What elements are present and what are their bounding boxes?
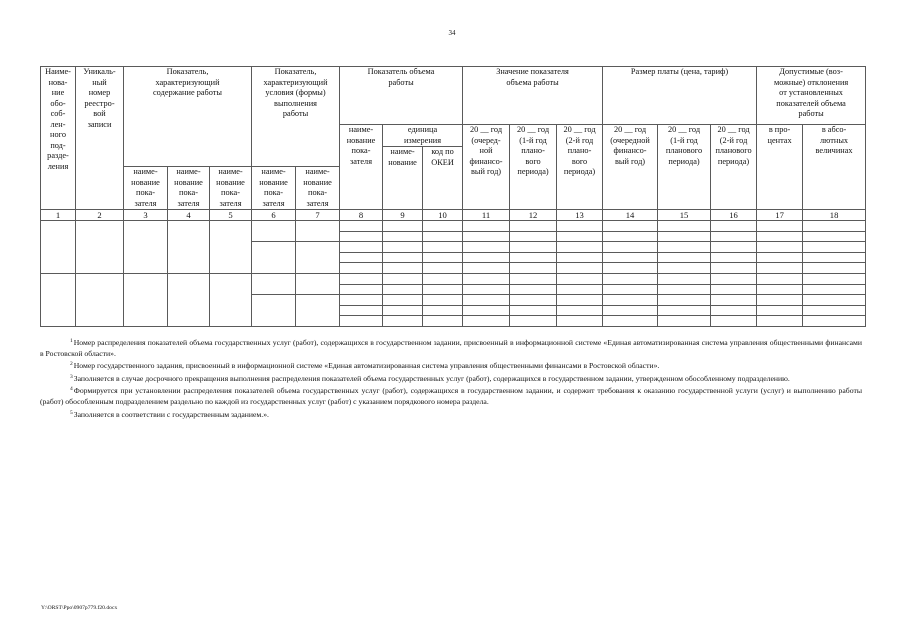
table-cell[interactable] [340,316,383,327]
table-cell[interactable] [803,284,866,295]
column-number: 9 [383,210,423,221]
table-cell[interactable] [463,284,510,295]
header-content-indicator: Показатель, характеризующий содержание работы [124,67,252,167]
table-cell[interactable] [711,231,757,242]
table-cell[interactable] [803,252,866,263]
table-cell[interactable] [711,316,757,327]
column-number-row [41,210,866,221]
table-cell[interactable] [463,305,510,316]
table-cell[interactable] [383,231,423,242]
footnote [40,336,862,359]
table-cell[interactable] [423,316,463,327]
column-number: 12 [510,210,557,221]
table-cell[interactable] [658,274,711,285]
table-cell[interactable] [383,316,423,327]
table-cell[interactable] [603,305,658,316]
table-cell[interactable] [252,242,296,274]
table-cell[interactable] [757,263,803,274]
footnote [40,372,862,385]
column-number: 6 [252,210,296,221]
table-cell[interactable] [383,263,423,274]
table-cell[interactable] [711,284,757,295]
table-cell[interactable] [340,221,383,232]
table-cell[interactable] [423,305,463,316]
table-cell[interactable] [340,263,383,274]
header-deviation-percent: в про- центах [757,125,803,210]
table-cell[interactable] [757,221,803,232]
table-cell[interactable] [423,231,463,242]
footnote-mark: 3 [70,373,73,380]
table-cell[interactable] [803,263,866,274]
header-fee-size: Размер платы (цена, тариф) [603,67,757,125]
table-cell[interactable] [757,295,803,306]
table-cell[interactable] [41,221,76,274]
table-cell[interactable] [658,221,711,232]
header-deviation-absolute: в абсо- лютных величинах [803,125,866,210]
table-cell[interactable] [124,274,168,327]
table-cell[interactable] [711,305,757,316]
table-cell[interactable] [510,242,557,253]
column-number: 5 [210,210,252,221]
header-year-first-planned: 20 __ год (1-й год плано- вого периода) [510,125,557,210]
table-cell[interactable] [168,221,210,274]
footnote [40,359,862,372]
table-cell[interactable] [510,305,557,316]
header-condition-indicator-name-1: наиме- нование пока- зателя [252,167,296,210]
table-cell[interactable] [463,252,510,263]
table-cell[interactable] [340,305,383,316]
table-cell[interactable] [252,274,296,295]
table-cell[interactable] [76,221,124,274]
table-cell[interactable] [658,284,711,295]
table-cell[interactable] [463,274,510,285]
table-cell[interactable] [76,274,124,327]
table-cell[interactable] [557,221,603,232]
table-cell[interactable] [423,221,463,232]
table-cell[interactable] [463,231,510,242]
table-cell[interactable] [803,231,866,242]
table-cell[interactable] [423,242,463,253]
table-cell[interactable] [803,274,866,285]
table-cell[interactable] [658,252,711,263]
table-cell[interactable] [557,263,603,274]
table-cell[interactable] [383,252,423,263]
table-cell[interactable] [603,284,658,295]
header-volume-value: Значение показателя объема работы [463,67,603,125]
file-path: Y:\ORST\Ppo\0907p779.f20.docx [41,605,118,611]
table-cell[interactable] [711,221,757,232]
column-number: 18 [803,210,866,221]
header-fee-year-first-planned: 20 __ год (1-й год планового периода) [658,125,711,210]
table-cell[interactable] [603,242,658,253]
table-row [41,274,866,285]
table-cell[interactable] [168,274,210,327]
header-content-indicator-name-2: наиме- нование пока- зателя [168,167,210,210]
table-cell[interactable] [252,295,296,327]
footnote [40,384,862,407]
table-cell[interactable] [711,274,757,285]
table-cell[interactable] [658,231,711,242]
table-cell[interactable] [603,316,658,327]
footnote-mark: 2 [70,361,73,368]
footnote-text: Номер распределения показателей объема государственных услуг (работ), содержащихся в государственном задании, присвоенный в информационной системе «Единая автоматизированная система управления общественными финансами в Ростовской области». [40,338,862,358]
table-cell[interactable] [803,316,866,327]
footnote-mark: 5 [70,409,73,416]
header-unit-okei-code: код по ОКЕИ [423,147,463,210]
column-number: 3 [124,210,168,221]
table-cell[interactable] [463,295,510,306]
table-cell[interactable] [510,316,557,327]
table-cell[interactable] [463,242,510,253]
table-cell[interactable] [557,305,603,316]
table-cell[interactable] [557,284,603,295]
header-year-current: 20 __ год (очеред- ной финансо- вый год) [463,125,510,210]
footnote-text: Заполняется в случае досрочного прекращения выполнения распределения показателей объема государственных услуг (работ), содержащихся в государственном задании, утвержденном обособленному подразделению. [73,373,790,383]
table-cell[interactable] [383,305,423,316]
table-cell[interactable] [510,295,557,306]
footnote-mark: 4 [70,386,73,393]
column-number: 15 [658,210,711,221]
table-cell[interactable] [423,295,463,306]
table-cell[interactable] [803,221,866,232]
table-cell[interactable] [296,295,340,327]
table-cell[interactable] [711,295,757,306]
header-allowed-deviation: Допустимые (воз- можные) отклонения от установленных показателей объема работы [757,67,866,125]
table-cell[interactable] [296,242,340,274]
work-volume-table [40,66,866,327]
table-cell[interactable] [463,221,510,232]
table-cell[interactable] [210,221,252,274]
table-cell[interactable] [463,316,510,327]
column-number: 8 [340,210,383,221]
table-cell[interactable] [757,305,803,316]
table-cell[interactable] [603,263,658,274]
table-cell[interactable] [510,252,557,263]
column-number: 16 [711,210,757,221]
header-unit-of-measure: единица измерения [383,125,463,147]
footnote-text: Заполняется в соответствии с государственным заданием.». [73,409,269,419]
table-cell[interactable] [423,274,463,285]
column-number: 4 [168,210,210,221]
table-cell[interactable] [41,274,76,327]
table-cell[interactable] [803,305,866,316]
page-number: 34 [448,29,456,37]
column-number: 2 [76,210,124,221]
table-cell[interactable] [711,252,757,263]
table-cell[interactable] [423,284,463,295]
table-cell[interactable] [658,305,711,316]
table-cell[interactable] [340,242,383,253]
table-cell[interactable] [423,263,463,274]
header-content-indicator-name-3: наиме- нование пока- зателя [210,167,252,210]
table-cell[interactable] [603,274,658,285]
table-cell[interactable] [658,242,711,253]
column-number: 7 [296,210,340,221]
column-number: 10 [423,210,463,221]
table-cell[interactable] [340,274,383,285]
table-cell[interactable] [711,263,757,274]
header-volume-indicator: Показатель объема работы [340,67,463,125]
table-cell[interactable] [557,252,603,263]
header-fee-year-second-planned: 20 __ год (2-й год планового периода) [711,125,757,210]
table-row [41,221,866,232]
table-cell[interactable] [510,231,557,242]
table-cell[interactable] [757,242,803,253]
table-cell[interactable] [658,316,711,327]
table-cell[interactable] [340,252,383,263]
table-cell[interactable] [296,274,340,295]
column-number: 11 [463,210,510,221]
table-cell[interactable] [757,316,803,327]
table-cell[interactable] [557,242,603,253]
header-condition-indicator-name-2: наиме- нование пока- зателя [296,167,340,210]
table-cell[interactable] [603,295,658,306]
table-cell[interactable] [252,221,296,242]
table-cell[interactable] [603,252,658,263]
footnote-text: Номер государственного задания, присвоенный в информационной системе «Единая автоматизированная система управления общественными финансами в Ростовской области». [73,361,660,371]
table-cell[interactable] [658,295,711,306]
table-cell[interactable] [296,221,340,242]
header-subdivision-name: Наиме- нова- ние обо- соб- лен- ного под- разде- ления [41,67,76,210]
table-cell[interactable] [463,263,510,274]
table-cell[interactable] [423,252,463,263]
table-cell[interactable] [510,274,557,285]
table-cell[interactable] [757,252,803,263]
table-cell[interactable] [340,231,383,242]
table-cell[interactable] [510,284,557,295]
table-cell[interactable] [340,295,383,306]
table-cell[interactable] [557,316,603,327]
table-cell[interactable] [124,221,168,274]
column-number: 13 [557,210,603,221]
footnote-mark: 1 [70,338,73,344]
column-number: 1 [41,210,76,221]
table-cell[interactable] [803,242,866,253]
table-cell[interactable] [383,284,423,295]
table-cell[interactable] [510,263,557,274]
table-cell[interactable] [557,295,603,306]
table-cell[interactable] [383,274,423,285]
table-cell[interactable] [603,221,658,232]
table-cell[interactable] [210,274,252,327]
header-fee-year-current: 20 __ год (очередной финансо- вый год) [603,125,658,210]
footnote-text: Формируется при установлении распределения показателей объема государственных услуг (работ), содержащихся в государственном задании, и содержит требования к оказанию государственной услуги (услуг) и выполнению работы (работ) обособленным подразделением раздельно по каждой из государственных услуг (работ) с указанием порядкового номера раздела. [40,386,862,406]
footnote [40,408,862,421]
header-content-indicator-name-1: наиме- нование пока- зателя [124,167,168,210]
table-cell[interactable] [383,221,423,232]
header-unit-name: наиме- нование [383,147,423,210]
header-registry-number: Уникаль- ный номер реестро- вой записи [76,67,124,210]
table-cell[interactable] [510,221,557,232]
table-cell[interactable] [711,242,757,253]
column-number: 17 [757,210,803,221]
table-cell[interactable] [803,295,866,306]
table-cell[interactable] [658,263,711,274]
table-cell[interactable] [383,242,423,253]
header-indicator-name: наиме- нование пока- зателя [340,125,383,210]
header-year-second-planned: 20 __ год (2-й год плано- вого периода) [557,125,603,210]
table-cell[interactable] [603,231,658,242]
footnotes [40,336,862,420]
table-cell[interactable] [557,231,603,242]
header-condition-indicator: Показатель, характеризующий условия (формы) выполнения работы [252,67,340,167]
table-cell[interactable] [757,284,803,295]
table-cell[interactable] [757,274,803,285]
table-cell[interactable] [557,274,603,285]
column-number: 14 [603,210,658,221]
table-cell[interactable] [340,284,383,295]
table-cell[interactable] [757,231,803,242]
table-cell[interactable] [383,295,423,306]
